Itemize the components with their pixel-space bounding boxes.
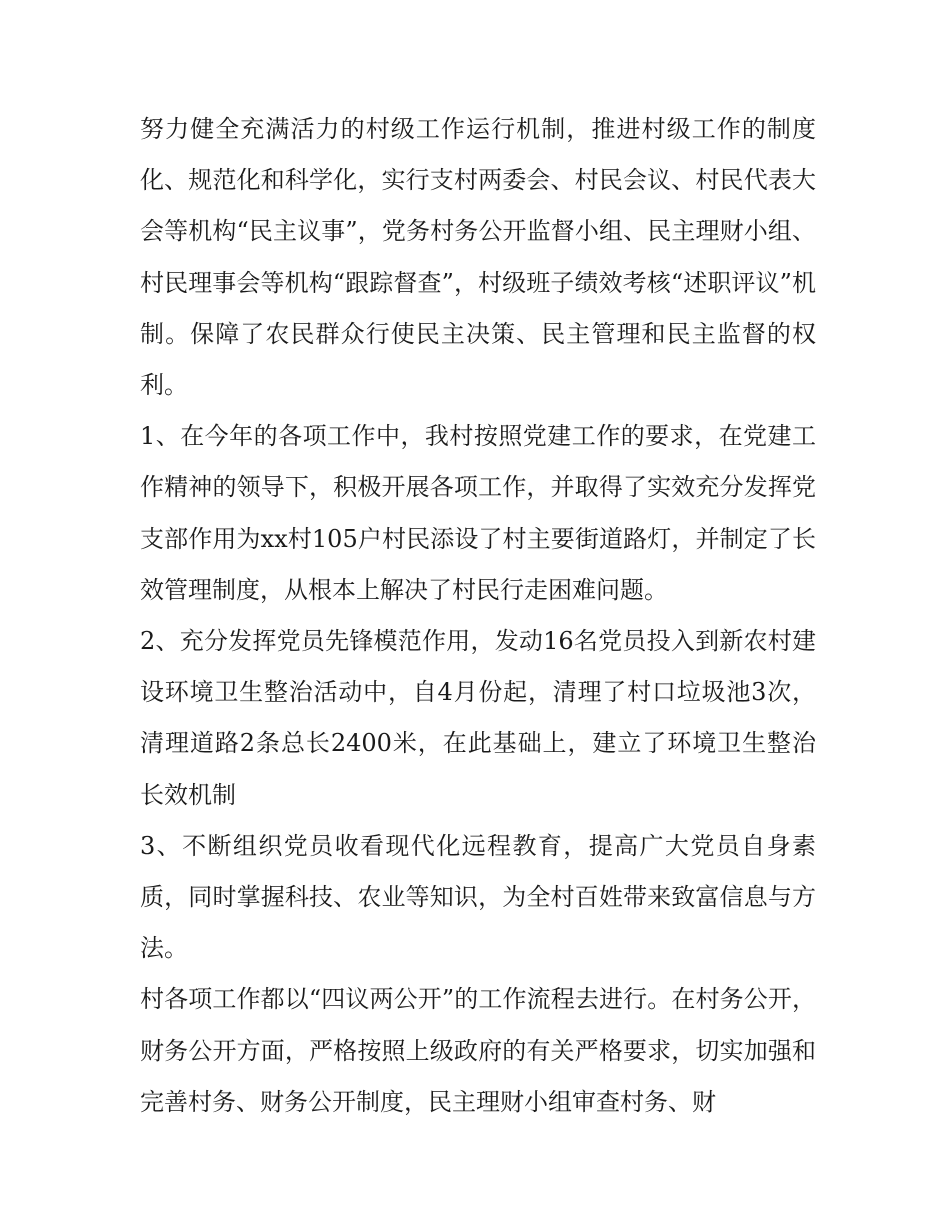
document-body (140, 104, 816, 1128)
paragraph-item-3-education: 3、不断组织党员收看现代化远程教育，提高广大党员自身素质，同时掌握科技、农业等知识，为全村百姓带来致富信息与方法。 (140, 831, 816, 963)
paragraph-item-2-environment: 2、充分发挥党员先锋模范作用，发动16名党员投入到新农村建设环境卫生整治活动中，自4月份起，清理了村口垃圾池3次，清理道路2条总长2400米，在此基础上，建立了环境卫生整治长效机制 (140, 627, 816, 809)
paragraph-village-mechanism: 努力健全充满活力的村级工作运行机制，推进村级工作的制度化、规范化和科学化，实行支村两委会、村民会议、村民代表大会等机构“民主议事”，党务村务公开监督小组、民主理财小组、村民理事会等机构“跟踪督查”，村级班子绩效考核“述职评议”机制。保障了农民群众行使民主决策、民主管理和民主监督的权利。 (140, 115, 816, 400)
paragraph-item-1-street-lights: 1、在今年的各项工作中，我村按照党建工作的要求，在党建工作精神的领导下，积极开展各项工作，并取得了实效充分发挥党支部作用为xx村105户村民添设了村主要街道路灯，并制定了长效管理制度，从根本上解决了村民行走困难问题。 (140, 422, 816, 604)
paragraph-public-affairs: 村各项工作都以“四议两公开”的工作流程去进行。在村务公开，财务公开方面，严格按照上级政府的有关严格要求，切实加强和完善村务、财务公开制度，民主理财小组审查村务、财 (140, 985, 816, 1116)
